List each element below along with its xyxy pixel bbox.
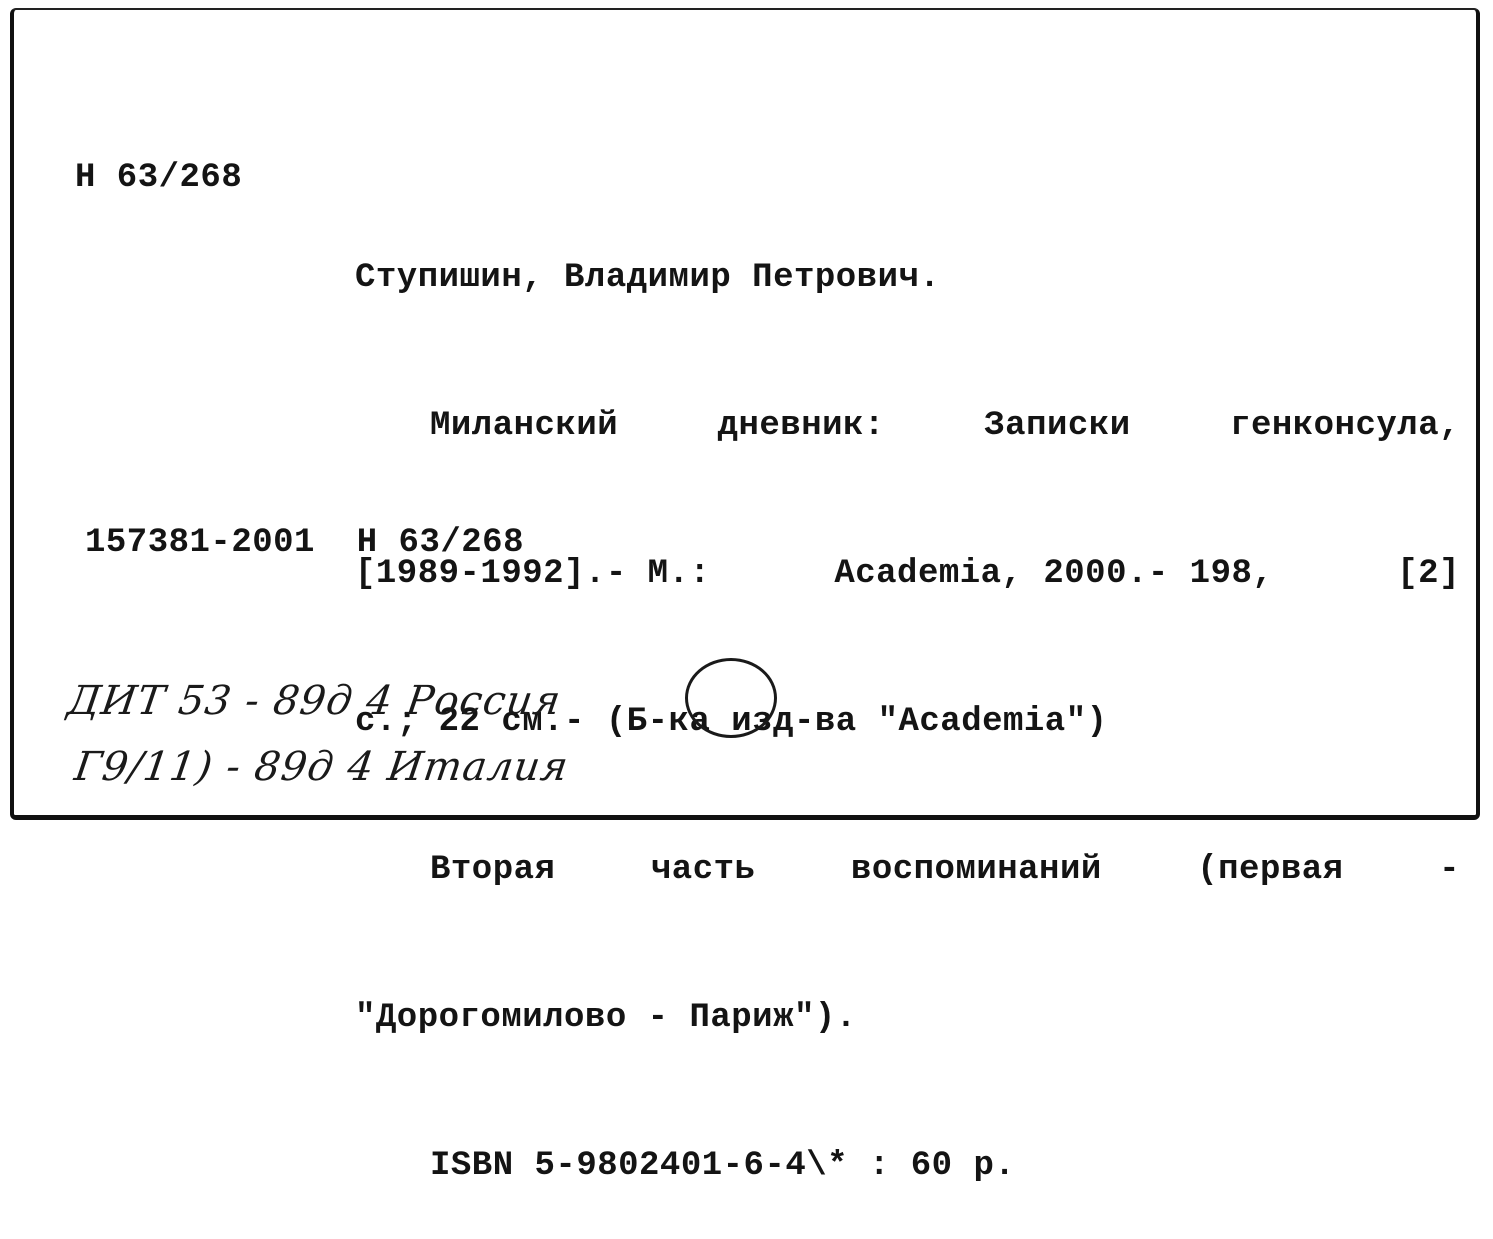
handwritten-classification-russia: ДИТ 53 - 89д 4 Россия — [64, 678, 565, 724]
author-line: Ступишин, Владимир Петрович. — [355, 259, 941, 297]
note-word: - — [1439, 851, 1460, 889]
title-word: дневник: — [717, 407, 885, 445]
note-line — [355, 845, 1460, 893]
note-word: (первая — [1197, 851, 1344, 889]
imprint-part: Academia, 2000.- 198, — [834, 555, 1274, 593]
hand-drawn-circle-mark — [685, 658, 777, 738]
title-line — [355, 401, 1460, 449]
imprint-part: [2] — [1397, 555, 1460, 593]
accession-number: 157381-2001 Н 63/268 — [85, 524, 524, 562]
note-word: часть — [650, 851, 756, 889]
handwritten-classification-italy: Г9/11) - 89д 4 Италия — [71, 744, 572, 790]
title-word: Записки — [984, 407, 1131, 445]
isbn-line: ISBN 5-9802401-6-4\* : 60 р. — [430, 1147, 1016, 1185]
title-word: генконсула, — [1230, 407, 1460, 445]
note-word: Вторая — [430, 851, 556, 889]
imprint-part: [1989-1992].- М.: — [355, 555, 711, 593]
note-line-continued: "Дорогомилово - Париж"). — [355, 999, 857, 1037]
note-word: воспоминаний — [850, 851, 1102, 889]
physical-description-line: с.; 22 см.- (Б-ка изд-ва "Academia") — [355, 703, 1108, 741]
call-number: Н 63/268 — [75, 159, 243, 197]
title-word: Миланский — [430, 407, 619, 445]
